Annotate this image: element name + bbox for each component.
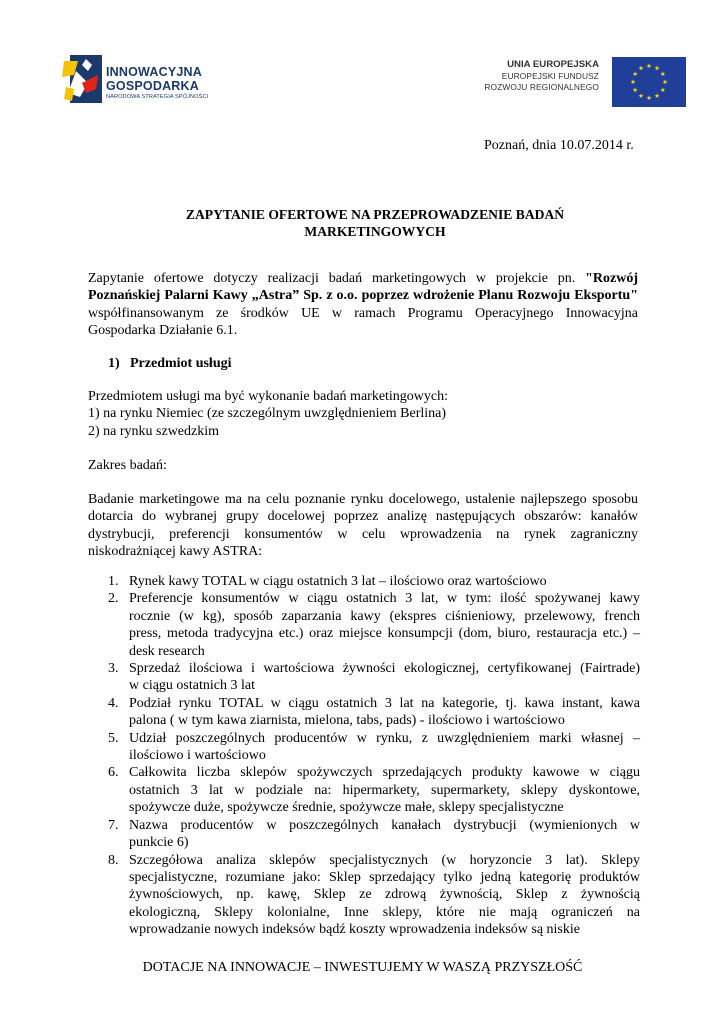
- section-title: Przedmiot usługi: [130, 356, 232, 371]
- ig-logo-line3: NARODOWA STRATEGIA SPÓJNOŚCI: [106, 94, 209, 100]
- subject-line: Przedmiotem usługi ma być wykonanie badań marketingowych:: [88, 389, 449, 404]
- list-item-line: press, metoda tradycyjna etc.) oraz miejsce konsumpcji (dom, biuro, restauracja etc.) –: [129, 626, 640, 642]
- ue-logo-line2: EUROPEJSKI FUNDUSZ: [501, 71, 599, 81]
- list-item-line: spożywcze duże, spożywcze średnie, spożywcze małe, sklepy specjalistyczne: [129, 800, 564, 816]
- list-item-line: rocznie (w kg), sposób zaparzania kawy (ekspres ciśnieniowy, przelewowy, french: [129, 608, 640, 624]
- subject-line: 2) na rynku szwedzkim: [88, 423, 220, 439]
- ue-logo-line3: ROZWOJU REGIONALNEGO: [484, 82, 599, 92]
- list-item-number: 7.: [108, 817, 119, 833]
- list-item-number: 2.: [108, 591, 119, 607]
- list-item-line: specjalistyczne, rozumiane jako: Sklep sprzedający tylko jedną kategorię produktów: [129, 869, 640, 885]
- document-date: Poznań, dnia 10.07.2014 r.: [484, 138, 634, 153]
- list-item-line: wprowadzanie nowych indeksów bądź koszty wprowadzenia indeksów są niskie: [129, 922, 580, 938]
- eu-flag-icon: [612, 57, 686, 107]
- footer-slogan: DOTACJE NA INNOWACJE – INWESTUJEMY W WASZĄ PRZYSZŁOŚĆ: [142, 960, 583, 975]
- research-items-list: [88, 573, 640, 939]
- scope-paragraph: Badanie marketingowe ma na celu poznanie rynku docelowego, ustalenie najlepszego sposobu dotarcia do wybranej grupy docelowej poprzez analizę następujących obszarów: kanałów dystrybucji, preferencji konsumentów w celu wprowadzenia na rynek zagraniczny niskodrażniącej kawy ASTRA:: [88, 492, 638, 560]
- list-item: [88, 695, 640, 730]
- section-heading: [108, 356, 232, 372]
- subject-line: 1) na rynku Niemiec (ze szczególnym uwzględnieniem Berlina): [88, 406, 447, 422]
- subject-block: [88, 388, 638, 440]
- intro-text-part2: współfinansowanym ze środków UE w ramach Programu Operacyjnego Innowacyjna Gospodarka Działanie 6.1.: [88, 305, 638, 339]
- ig-emblem-icon: [62, 53, 106, 105]
- list-item: [88, 660, 640, 695]
- list-item-line: żywnościowych, np. kawę, Sklep ze zdrową żywnością, Sklep z żywnością: [129, 887, 640, 903]
- list-item-line: Rynek kawy TOTAL w ciągu ostatnich 3 lat – ilościowo oraz wartościowo: [129, 574, 547, 589]
- list-item-line: Udział poszczególnych producentów w rynku, z uwzględnieniem marki własnej –: [129, 730, 640, 746]
- list-item-number: 1.: [108, 574, 119, 589]
- list-item: [88, 764, 640, 816]
- list-item-line: ilościowo i wartościowo: [129, 748, 266, 764]
- list-item: [88, 852, 640, 939]
- document-title: [155, 206, 595, 240]
- list-item-line: Preferencje konsumentów w ciągu ostatnich 3 lat, w tym: ilość spożywanej kawy: [129, 591, 640, 607]
- list-item-line: w ciągu ostatnich 3 lat: [129, 678, 255, 694]
- list-item: [88, 817, 640, 852]
- list-item-number: 5.: [108, 730, 119, 746]
- unia-europejska-logo: [474, 55, 686, 109]
- scope-label: Zakres badań:: [88, 458, 167, 473]
- title-line-1: ZAPYTANIE OFERTOWE NA PRZEPROWADZENIE BADAŃ: [185, 207, 565, 222]
- list-item-line: Podział rynku TOTAL w ciągu ostatnich 3 lat na kategorie, tj. kawa instant, kawa: [129, 695, 640, 711]
- ig-logo-line2: GOSPODARKA: [106, 79, 199, 93]
- list-item-line: Szczegółowa analiza sklepów specjalistycznych (w horyzoncie 3 lat). Sklepy: [129, 852, 640, 868]
- list-item-line: ekologiczną, Sklepy kolonialne, Inne sklepy, które nie mają ograniczeń na: [129, 904, 640, 920]
- intro-paragraph: [88, 270, 638, 340]
- list-item-line: Nazwa producentów w poszczególnych kanałach dystrybucji (wymienionych w: [129, 817, 640, 833]
- list-item-number: 3.: [108, 661, 119, 677]
- list-item-number: 6.: [108, 765, 119, 781]
- innowacyjna-gospodarka-logo: [62, 53, 237, 105]
- ig-logo-line1: INNOWACYJNA: [106, 65, 202, 79]
- project-name: "Rozwój Poznańskiej Palarni Kawy „Astra” Sp. z o.o. poprzez wdrożenie Planu Rozwoju Eksportu": [88, 271, 638, 304]
- ue-logo-line1: UNIA EUROPEJSKA: [507, 59, 599, 70]
- list-item: [88, 590, 640, 660]
- list-item: [88, 730, 640, 765]
- section-number: 1): [108, 356, 120, 371]
- list-item-line: punkcie 6): [129, 835, 189, 851]
- list-item-number: 8.: [108, 852, 119, 868]
- list-item-number: 4.: [108, 695, 119, 711]
- list-item-line: Sprzedaż ilościowa i wartościowa żywności ekologicznej, certyfikowanej (Fairtrade): [129, 661, 640, 677]
- list-item-line: desk research: [129, 643, 205, 659]
- list-item-line: ostatnich 3 lat w podziale na: hipermarkety, supermarkety, sklepy dyskontowe,: [129, 782, 640, 798]
- list-item: [88, 573, 640, 590]
- title-line-2: MARKETINGOWYCH: [304, 224, 446, 239]
- list-item-line: palona ( w tym kawa ziarnista, mielona, tabs, pads) - ilościowo i wartościowo: [129, 713, 565, 729]
- intro-text-part1: Zapytanie ofertowe dotyczy realizacji badań marketingowych w projekcie pn.: [88, 271, 586, 286]
- list-item-line: Całkowita liczba sklepów spożywczych sprzedających produkty kawowe w ciągu: [129, 765, 640, 781]
